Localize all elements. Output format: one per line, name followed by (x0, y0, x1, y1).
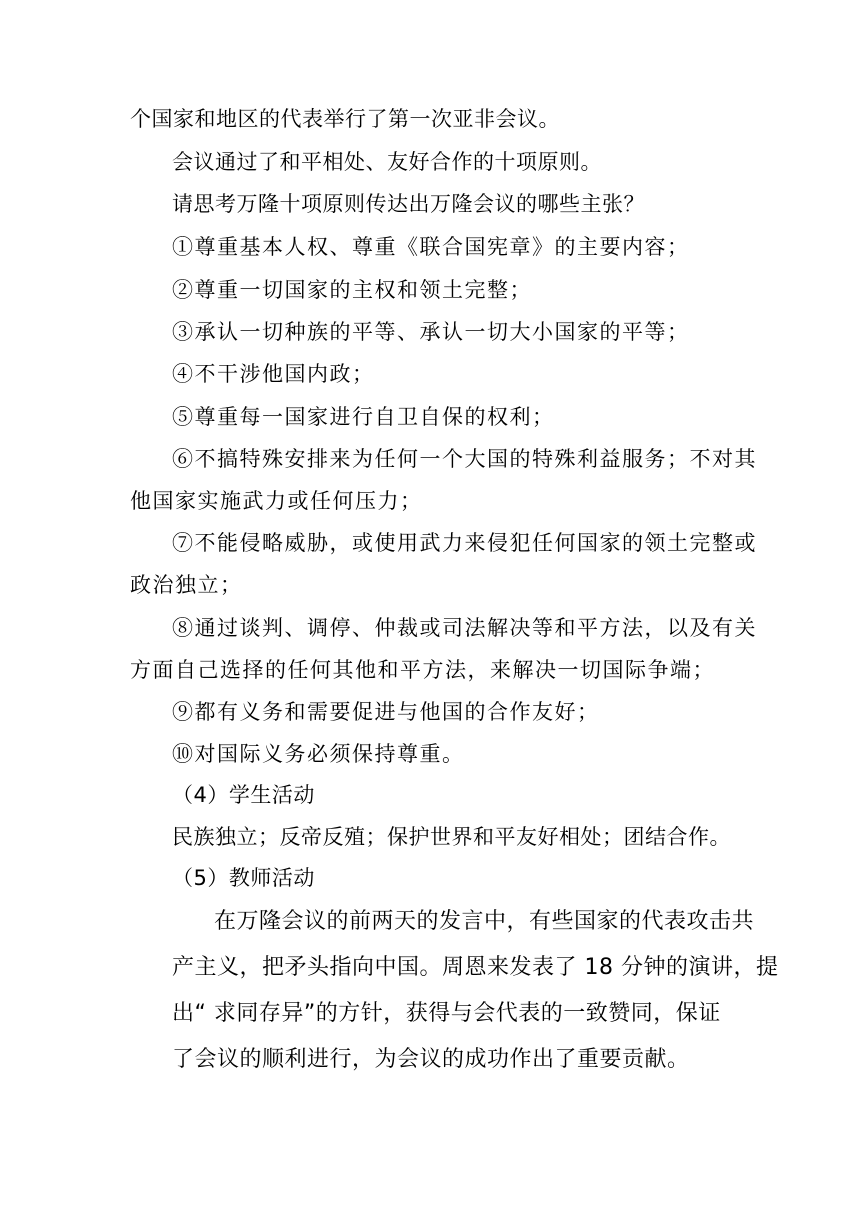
principle-1: ①尊重基本人权、尊重《联合国宪章》的主要内容； (172, 235, 690, 259)
teacher-activity-line-3: 出“ 求同存异”的方针，获得与会代表的一致赞同，保证 (172, 1001, 721, 1026)
principle-9: ⑨都有义务和需要促进与他国的合作友好； (172, 700, 600, 724)
principle-3: ③承认一切种族的平等、承认一切大小国家的平等； (172, 320, 690, 344)
intro-line-2: 会议通过了和平相处、友好合作的十项原则。 (172, 150, 602, 174)
principle-8-line-1: ⑧通过谈判、调停、仲裁或司法解决等和平方法，以及有关 (172, 616, 757, 640)
principle-6-line-2: 他国家实施武力或任何压力； (130, 489, 423, 513)
student-activity-heading: （4）学生活动 (172, 783, 315, 807)
student-activity-text: 民族独立；反帝反殖；保护世界和平友好相处；团结合作。 (172, 825, 731, 849)
teacher-activity-heading: （5）教师活动 (172, 866, 315, 890)
intro-line-1: 个国家和地区的代表举行了第一次亚非会议。 (130, 107, 560, 131)
teacher-activity-line-2: 产主义，把矛头指向中国。周恩来发表了 18 分钟的演讲，提 (172, 955, 779, 980)
principle-7-line-1: ⑦不能侵略威胁，或使用武力来侵犯任何国家的领土完整或 (172, 531, 757, 555)
principle-7-line-2: 政治独立； (130, 573, 243, 597)
principle-8-line-2: 方面自己选择的任何其他和平方法，来解决一切国际争端； (130, 658, 715, 682)
principle-6-line-1: ⑥不搞特殊安排来为任何一个大国的特殊利益服务；不对其 (172, 447, 757, 471)
principle-10: ⑩对国际义务必须保持尊重。 (172, 742, 465, 766)
teacher-activity-line-1: 在万隆会议的前两天的发言中，有些国家的代表攻击共 (214, 909, 755, 934)
teacher-activity-line-4: 了会议的顺利进行，为会议的成功作出了重要贡献。 (172, 1047, 690, 1072)
intro-line-3: 请思考万隆十项原则传达出万隆会议的哪些主张？ (172, 192, 645, 216)
principle-4: ④不干涉他国内政； (172, 362, 375, 386)
principle-2: ②尊重一切国家的主权和领土完整； (172, 278, 532, 302)
principle-5: ⑤尊重每一国家进行自卫自保的权利； (172, 405, 555, 429)
